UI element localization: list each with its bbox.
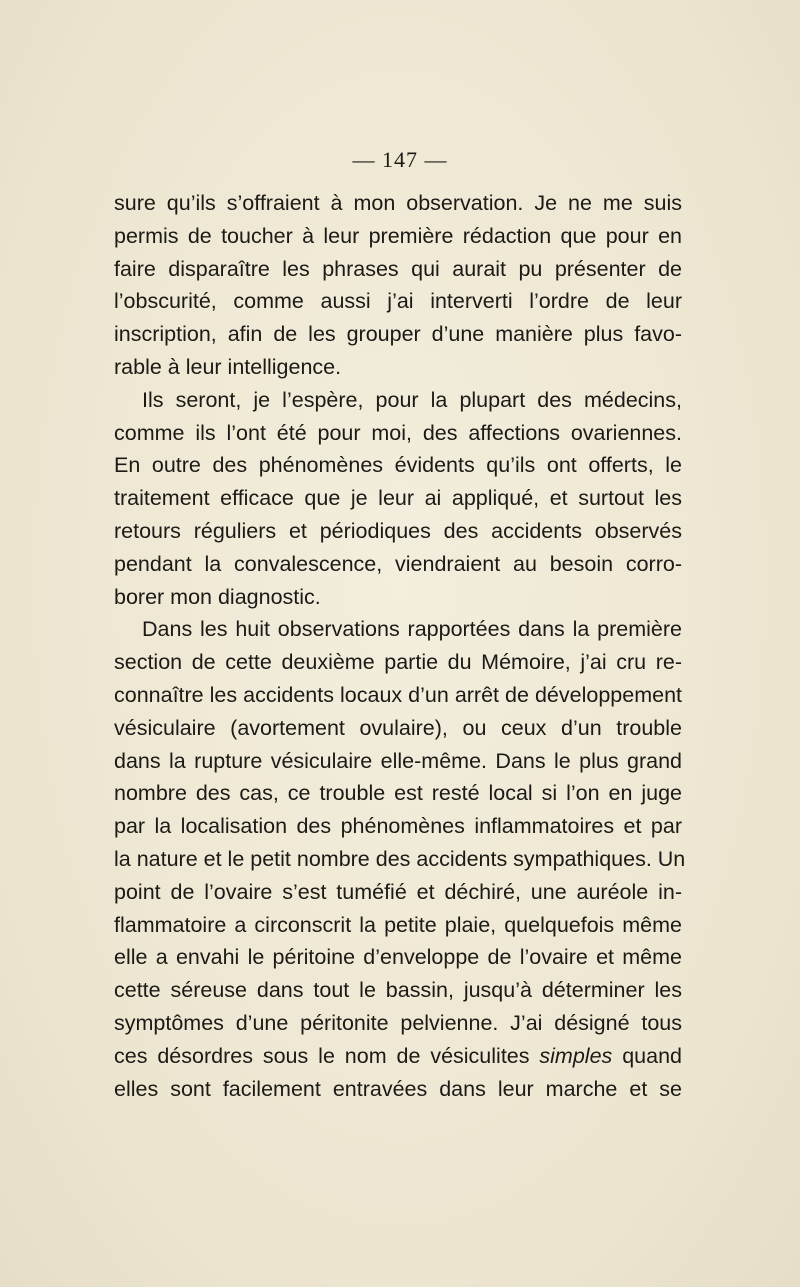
text-line: symptômes d’une péritonite pelvienne. J’ai désigné tous [114,1010,682,1035]
text-line: connaître les accidents locaux d’un arrêt de développement [114,682,682,707]
text-line: vésiculaire (avortement ovulaire), ou ceux d’un trouble [114,715,682,740]
text-line: retours réguliers et périodiques des accidents observés [114,518,682,543]
text-line: Ils seront, je l’espère, pour la plupart des médecins, [142,387,682,412]
text-line: inscription, afin de les grouper d’une manière plus favo- [114,322,682,347]
text-line: cette séreuse dans tout le bassin, jusqu’à déterminer les [114,978,682,1003]
text-line: flammatoire a circonscrit la petite plaie, quelquefois même [114,912,682,937]
text-line: l’obscurité, comme aussi j’ai interverti l’ordre de leur [114,289,682,314]
text-line: rable à leur intelligence. [114,354,342,379]
text-line: nombre des cas, ce trouble est resté local si l’on en juge [114,781,682,806]
text-line: elle a envahi le péritoine d’enveloppe de l’ovaire et même [114,945,682,970]
text-line: sure qu’ils s’offraient à mon observation. Je ne me suis [114,191,682,215]
text-line: En outre des phénomènes évidents qu’ils ont offerts, le [114,453,682,478]
text-line: dans la rupture vésiculaire elle-même. Dans le plus grand [114,748,682,773]
text-segment: quand [622,1043,682,1068]
page-number: — 147 — [352,147,448,172]
text-line: comme ils l’ont été pour moi, des affections ovariennes. [114,420,682,445]
text-line: elles sont facilement entravées dans leur marche et se [114,1076,682,1101]
text-line: traitement efficace que je leur ai appliqué, et surtout les [114,486,682,511]
text-line: borer mon diagnostic. [114,584,321,609]
text-segment: ces désordres sous le nom de vésiculites [114,1043,530,1068]
text-line: pendant la convalescence, viendraient au besoin corro- [114,551,682,576]
text-line: faire disparaître les phrases qui aurait pu présenter de [114,256,682,281]
body-text [114,187,686,1105]
text-line: Dans les huit observations rapportées dans la première [142,617,682,642]
text-line-mixed [114,1040,682,1073]
text-line: section de cette deuxième partie du Mémoire, j’ai cru re- [114,650,682,675]
text-line: point de l’ovaire s’est tuméfié et déchiré, une auréole in- [114,879,682,904]
text-line: par la localisation des phénomènes inflammatoires et par [114,814,682,839]
italic-word: simples [539,1043,613,1068]
text-line: permis de toucher à leur première rédaction que pour en [114,223,682,248]
text-line: la nature et le petit nombre des accidents sympathiques. Un [114,846,686,871]
